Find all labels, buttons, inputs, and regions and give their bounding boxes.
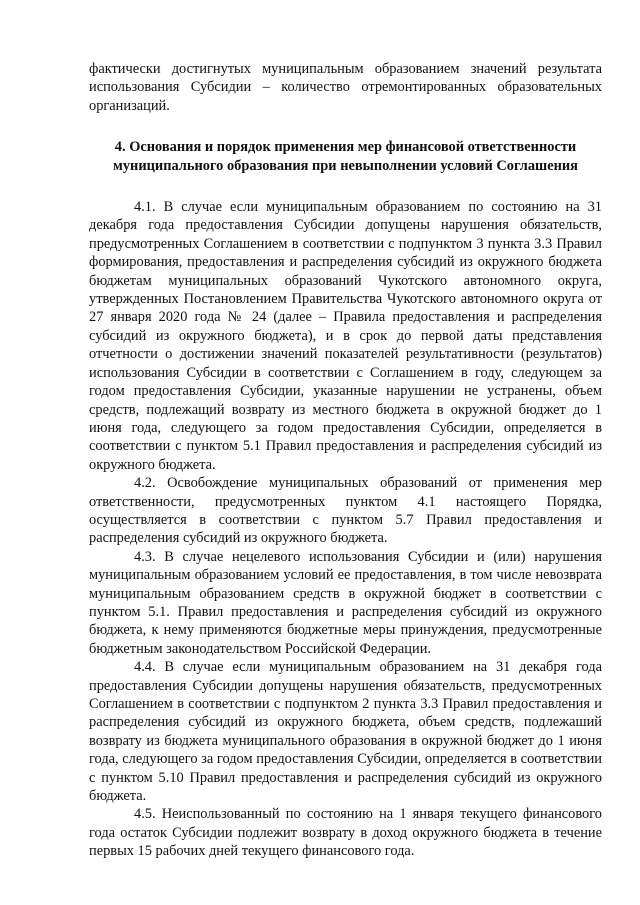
document-body <box>89 60 602 861</box>
intro-paragraph: фактически достигнутых муниципальным образованием значений результата использования Субсидии – количество отремонтированных образовательных организаций. <box>89 61 602 114</box>
section-heading <box>89 138 602 175</box>
paragraph-4-5: 4.5. Неиспользованный по состоянию на 1 января текущего финансового года остаток Субсидии подлежит возврату в доход окружного бюджета в течение первых 15 рабочих дней текущего финансового года. <box>89 806 602 860</box>
paragraph-4-4: 4.4. В случае если муниципальным образованием на 31 декабря года предоставления Субсидии допущены нарушения обязательств, предусмотренных Соглашением в соответствии с подпунктом 2 пункта 3.3 Правил предоставления и распределения субсидий из окружного бюджета, объем средств, подлежаший возврату из бюджета муниципального образования в окружной бюджет до 1 июня года, следующего за годом предоставления Субсидии, определяется в соответствии с пунктом 5.10 Правил предоставления и распределения субсидий из окружного бюджета. <box>89 659 602 805</box>
paragraph-4-1: 4.1. В случае если муниципальным образованием по состоянию на 31 декабря года предоставления Субсидии допущены нарушения обязательств, предусмотренных Соглашением в соответствии с подпунктом 3 пункта 3.3 Правил формирования, предоставления и распределения субсидий из окружного бюджета бюджетам муниципальных образований Чукотского автономного округа, утвержденных Постановлением Правительства Чукотского автономного округа от 27 января 2020 года № 24 (далее – Правила предоставления и распределения субсидий из окружного бюджета), и в срок до первой даты представления отчетности о достижении значений показателей результативности (результатов) использования Субсидии в соответствии с Соглашением в году, следующем за годом предоставления Субсидии, указанные нарушении не устранены, объем средств, подлежащий возврату из местного бюджета в окружной бюджет до 1 июня года, следующего за годом предоставления Субсидии, определяется в соответствии с пунктом 5.1 Правил предоставления и распределения субсидий из окружного бюджета. <box>89 199 602 473</box>
section-heading-line-2: муниципального образования при невыполнении условий Соглашения <box>113 157 578 174</box>
paragraph-4-2: 4.2. Освобождение муниципальных образований от применения мер ответственности, предусмотренных пунктом 4.1 настоящего Порядка, осуществляется в соответствии с пунктом 5.7 Правил предоставления и распределения субсидий из окружного бюджета. <box>89 475 602 547</box>
paragraph-4-3: 4.3. В случае нецелевого использования Субсидии и (или) нарушения муниципальным образованием условий ее предоставления, в том числе невозврата муниципальным образованием средств в окружной бюджет в соответствии с пунктом 5.1. Правил предоставления и распределения субсидий из окружного бюджета, к нему применяются бюджетные меры принуждения, предусмотренные бюджетным законодательством Российской Федерации. <box>89 548 602 657</box>
section-heading-line-1: 4. Основания и порядок применения мер финансовой ответственности <box>114 139 577 156</box>
